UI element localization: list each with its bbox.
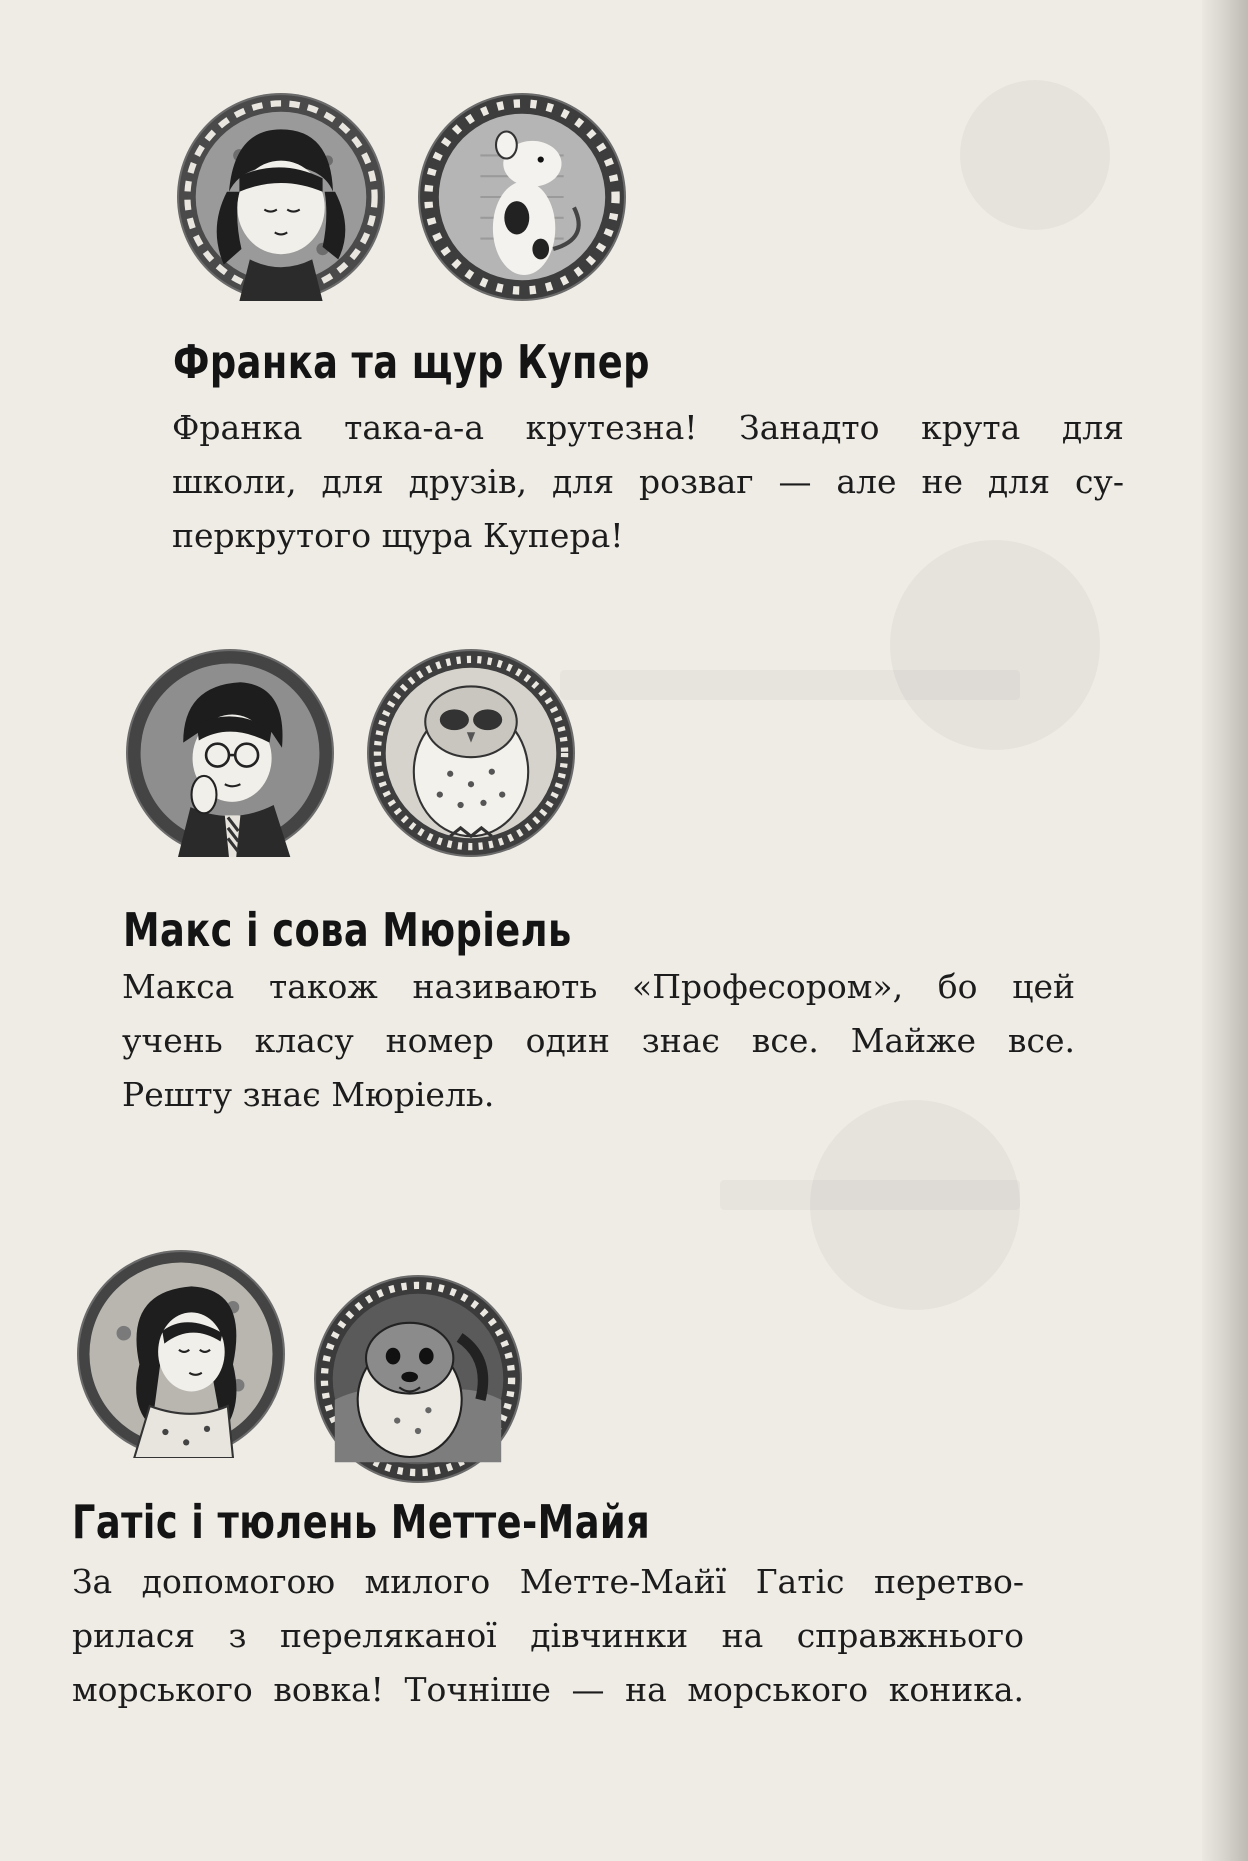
show-through-mark: [960, 80, 1110, 230]
description-line: перкрутого щура Купера!: [172, 516, 624, 555]
character-title: Франка та щур Купер: [173, 335, 650, 389]
character-title: Макс і сова Мюріель: [123, 903, 572, 957]
description-line: морського вовка! Точніше — на морського коника.: [72, 1670, 1024, 1709]
owl-portrait-icon: [367, 649, 575, 857]
show-through-mark: [890, 540, 1100, 750]
page-gutter-shadow: [1202, 0, 1248, 1861]
description-line: За допомогою милого Метте-Майї Гатіс перетво-: [72, 1562, 1024, 1601]
show-through-mark: [720, 1180, 1020, 1210]
description-line: учень класу номер один знає все. Майже все.: [122, 1021, 1075, 1060]
boy-portrait-icon: [126, 649, 334, 857]
description-line: Решту знає Мюріель.: [122, 1075, 495, 1114]
description-line: школи, для друзів, для розваг — але не для су-: [172, 462, 1124, 501]
rat-portrait-icon: [418, 93, 626, 301]
character-title: Гатіс і тюлень Метте-Майя: [72, 1495, 651, 1549]
seal-portrait-icon: [314, 1275, 522, 1483]
description-line: Макса також називають «Професором», бо цей: [122, 967, 1075, 1006]
girl-portrait-icon: [177, 93, 385, 301]
girl-portrait-icon: [77, 1250, 285, 1458]
description-line: рилася з переляканої дівчинки на справжнього: [72, 1616, 1024, 1655]
description-line: Франка така-а-а крутезна! Занадто крута для: [172, 408, 1124, 447]
show-through-mark: [560, 670, 1020, 700]
